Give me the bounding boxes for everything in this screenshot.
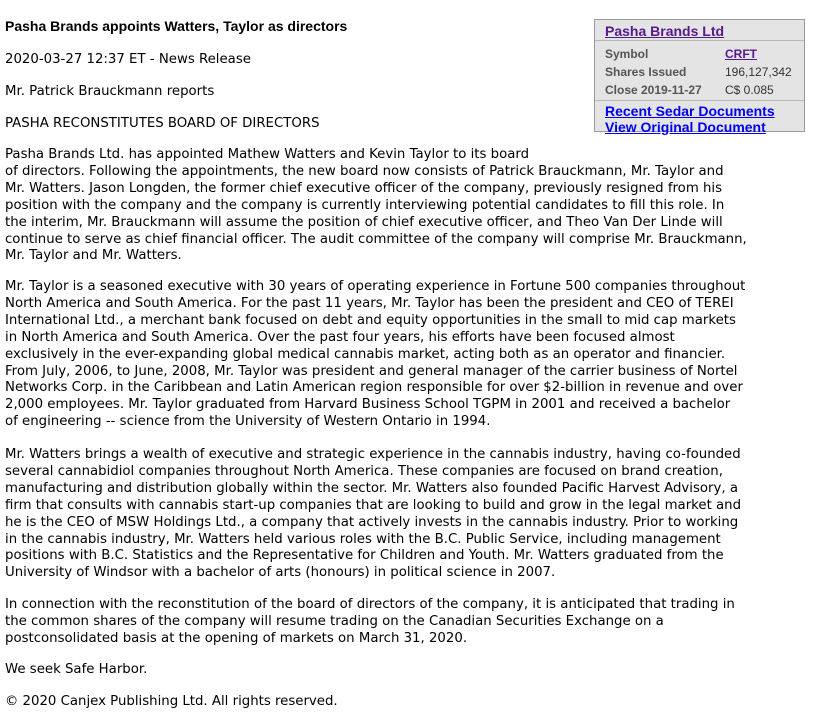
quote-table [605, 45, 792, 99]
paragraph-2 [5, 279, 745, 431]
paragraph-line: in North America and South America. Over the past four years, his efforts have been focused almost [5, 329, 675, 345]
paragraph-line: Mr. Watters. Jason Longden, the former chief executive officer of the company, previously resigned from his [5, 180, 723, 196]
paragraph-line: exclusively in the ever-expanding global medical cannabis market, acting both as an operator and financier. [5, 346, 726, 362]
paragraph-line: postconsolidated basis at the opening of markets on March 31, 2020. [5, 630, 468, 646]
paragraph-line: position with the company and the company is currently interviewing potential candidates to fill this role. In [5, 197, 725, 213]
paragraph-line: From July, 2006, to June, 2008, Mr. Taylor was president and general manager of the carrier business of Nortel [5, 363, 738, 379]
close-label: Close 2019-11-27 [605, 83, 702, 97]
paragraph-line: firm that consults with cannabis start-up companies that are looking to build and grow in the legal market and [5, 497, 742, 513]
paragraph-line: Mr. Watters brings a wealth of executive and strategic experience in the cannabis industry, having co-founded [5, 447, 741, 462]
symbol-link[interactable]: CRFT [725, 47, 757, 61]
shares-issued-value: 196,127,342 [725, 65, 792, 79]
subhead: PASHA RECONSTITUTES BOARD OF DIRECTORS [5, 116, 320, 131]
paragraph-line: Networks Corp. in the Caribbean and Latin American region responsible for over $2-billion in revenue and over [5, 380, 743, 396]
paragraph-line: continue to serve as chief financial officer. The audit committee of the company will comprise Mr. Brauckmann, [5, 231, 747, 247]
safe-harbor-text: We seek Safe Harbor. [5, 662, 148, 677]
paragraph-line: Mr. Taylor and Mr. Watters. [5, 248, 182, 264]
paragraph-line: of directors. Following the appointments, the new board now consists of Patrick Brauckmann, Mr. Taylor and [5, 163, 724, 179]
quote-divider [595, 100, 804, 101]
stock-quote-box [594, 19, 805, 135]
paragraph-line: of engineering -- science from the University of Western Ontario in 1994. [5, 414, 491, 430]
quote-row-close [605, 81, 792, 99]
paragraph-line: In connection with the reconstitution of the board of directors of the company, it is anticipated that trading in [5, 597, 735, 612]
paragraph-1 [5, 147, 747, 265]
dateline: 2020-03-27 12:37 ET - News Release [5, 52, 251, 67]
paragraph-line: manufacturing and distribution globally within the sector. Mr. Watters also founded Pacific Harvest Advisory, a [5, 480, 738, 496]
symbol-label: Symbol [605, 47, 649, 61]
paragraph-line: the interim, Mr. Brauckmann will assume the position of chief executive officer, and Theo Van Der Linde will [5, 214, 723, 230]
paragraph-3 [5, 447, 741, 582]
paragraph-line: several cannabidiol companies throughout North America. These companies are focused on brand creation, [5, 463, 723, 479]
paragraph-line: University of Windsor with a bachelor of arts (honours) in political science in 2007. [5, 565, 556, 581]
paragraph-line: Mr. Taylor is a seasoned executive with 30 years of operating experience in Fortune 500 companies throughout [5, 279, 746, 294]
paragraph-line: positions with B.C. Statistics and the Representative for Children and Youth. Mr. Watters graduated from the [5, 548, 724, 564]
paragraph-line: North America and South America. For the past 11 years, Mr. Taylor has been the president and CEO of TEREI [5, 295, 734, 311]
paragraph-line: Pasha Brands Ltd. has appointed Mathew Watters and Kevin Taylor to its board [5, 147, 530, 162]
quote-row-shares [605, 63, 792, 81]
view-original-document-link[interactable]: View Original Document [605, 119, 766, 135]
headline: Pasha Brands appoints Watters, Taylor as directors [5, 18, 348, 34]
paragraph-line: in the cannabis industry, Mr. Watters held various roles with the B.C. Public Service, including management [5, 531, 721, 547]
company-name-link[interactable]: Pasha Brands Ltd [605, 23, 725, 39]
close-price-value: C$ 0.085 [725, 83, 774, 97]
paragraph-line: he is the CEO of MSW Holdings Ltd., a company that actively invests in the cannabis industry. Prior to working [5, 514, 739, 530]
paragraph-line: the common shares of the company will resume trading on the Canadian Securities Exchange on a [5, 613, 664, 629]
paragraph-line: International Ltd., a merchant bank focused on debt and equity opportunities in the small to mid cap markets [5, 312, 736, 328]
shares-issued-label: Shares Issued [605, 65, 687, 79]
paragraph-4 [5, 597, 735, 648]
quote-row-symbol [605, 45, 792, 63]
quote-links [605, 103, 804, 135]
paragraph-line: 2,000 employees. Mr. Taylor graduated from Harvard Business School TGPM in 2001 and received a bachelor [5, 397, 731, 413]
quote-divider [595, 40, 804, 41]
byline: Mr. Patrick Brauckmann reports [5, 84, 215, 99]
recent-sedar-documents-link[interactable]: Recent Sedar Documents [605, 103, 775, 119]
copyright-notice: © 2020 Canjex Publishing Ltd. All rights reserved. [5, 694, 338, 709]
